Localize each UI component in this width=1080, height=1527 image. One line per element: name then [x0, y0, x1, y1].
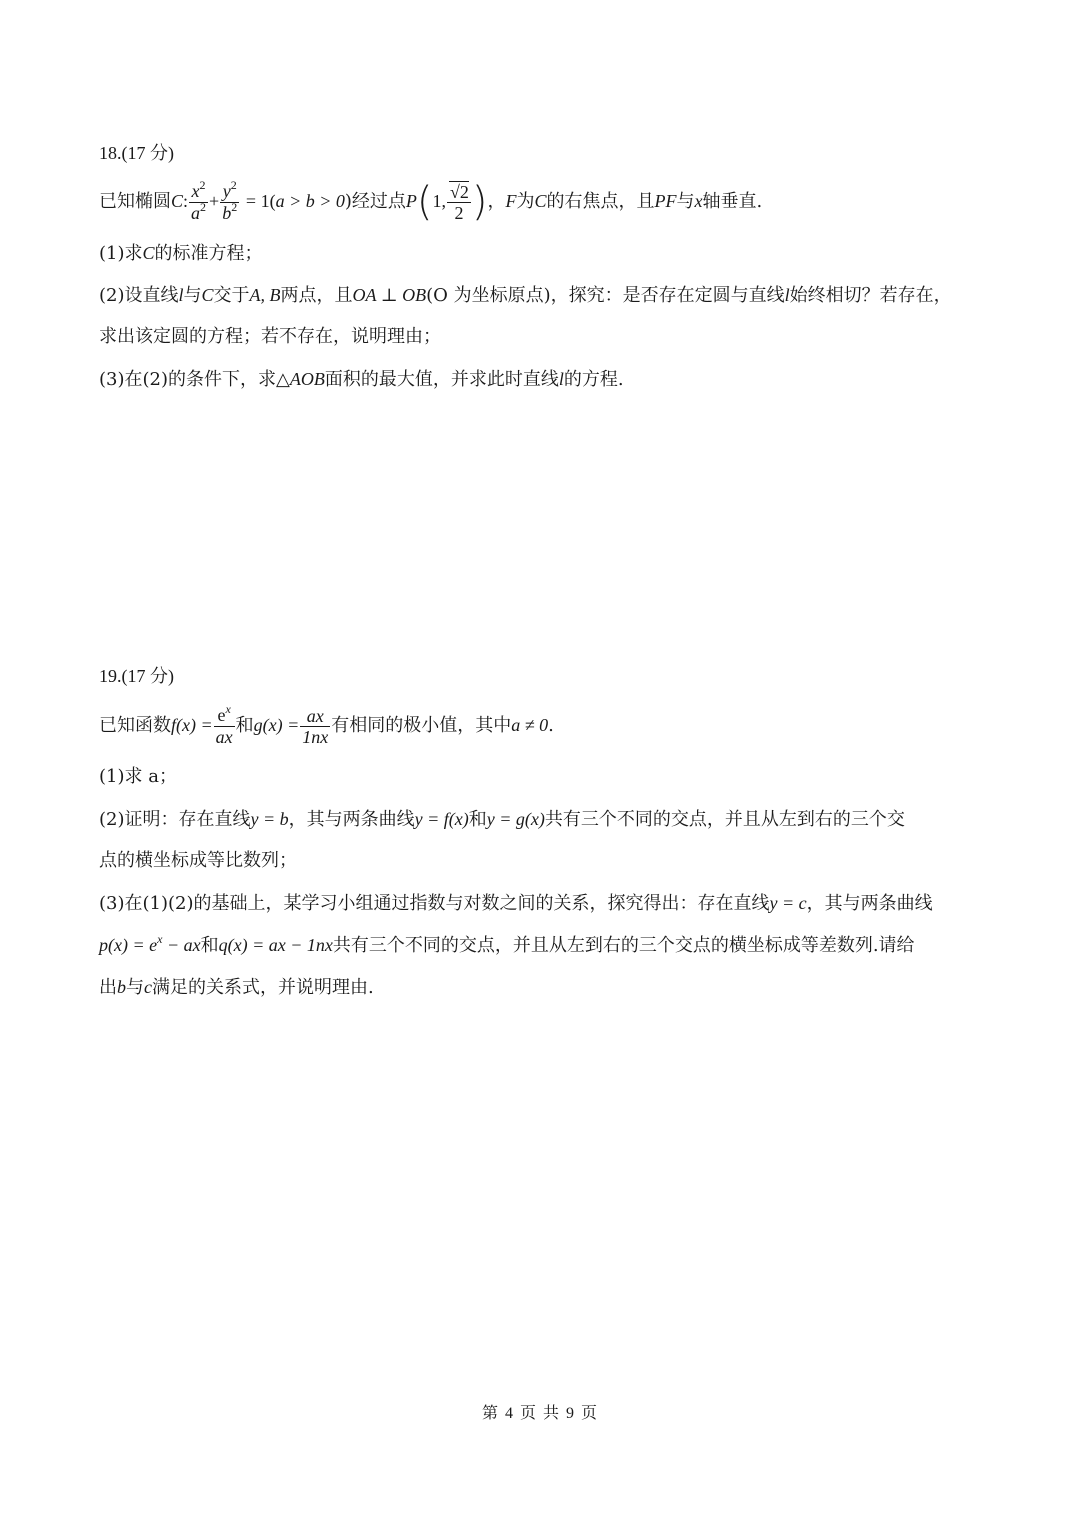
- ax-over-lnx: $\frac{ax}{1nx}$: [302, 705, 329, 747]
- q19-part1: (1)求 a；: [99, 766, 177, 787]
- q18-header: 18.(17 分): [99, 143, 174, 163]
- q19-part3-line3: 出b与c满足的关系式，并说明理由.: [99, 977, 374, 998]
- q19-header: 19.(17 分): [99, 666, 174, 686]
- q19-part2-line2: 点的横坐标成等比数列；: [99, 850, 297, 871]
- q19-part2-line1: (2)证明：存在直线y = b，其与两条曲线y = f(x)和y = g(x)共有三个不同的交点，并且从左到右的三个交: [99, 809, 905, 830]
- q19-part3-line1: (3)在(1)(2)的基础上，某学习小组通过指数与对数之间的关系，探究得出：存在直线y = c，其与两条曲线: [99, 893, 933, 914]
- q18-part3: (3)在(2)的条件下，求△AOB面积的最大值，并求此时直线l的方程.: [99, 369, 624, 390]
- q19-part3-line2: $p(x) = e^x$ − ax和q(x) = ax − 1nx共有三个不同的交点，并且从左到右的三个交点的横坐标成等差数列.请给: [99, 932, 915, 956]
- q18-part2-line1: (2)设直线l与C交于A, B两点，且OA ⊥ OB(O 为坐标原点)，探究：是否存在定圆与直线l始终相切？若存在，: [99, 285, 952, 306]
- q18-part2-line2: 求出该定圆的方程；若不存在，说明理由；: [99, 326, 441, 347]
- page-footer: 第 4 页 共 9 页: [481, 1403, 599, 1422]
- q19-intro: 已知函数f(x) = $\frac{e^x}{ax}$ 和g(x) = $\frac{ax}{1nx}$ 有相同的极小值，其中a ≠ 0.: [99, 702, 554, 747]
- x2-over-a2: $\frac{x^2}{a^2}$: [191, 177, 207, 223]
- q18-part1: (1)求C的标准方程；: [99, 243, 263, 264]
- y2-over-b2: $\frac{y^2}{b^2}$: [222, 177, 238, 223]
- sqrt2-over-2: $\frac{√2}{2}$: [447, 182, 471, 223]
- q18-intro: 已知椭圆C: $\frac{x^2}{a^2}$ + $\frac{y^2}{b^2}$ = 1(a > b > 0)经过点P(1, $\frac{√2}{2}$ )，F为C的右焦点，且PF与x轴垂直.: [99, 177, 763, 225]
- ex-over-ax: $\frac{e^x}{ax}$: [215, 702, 233, 747]
